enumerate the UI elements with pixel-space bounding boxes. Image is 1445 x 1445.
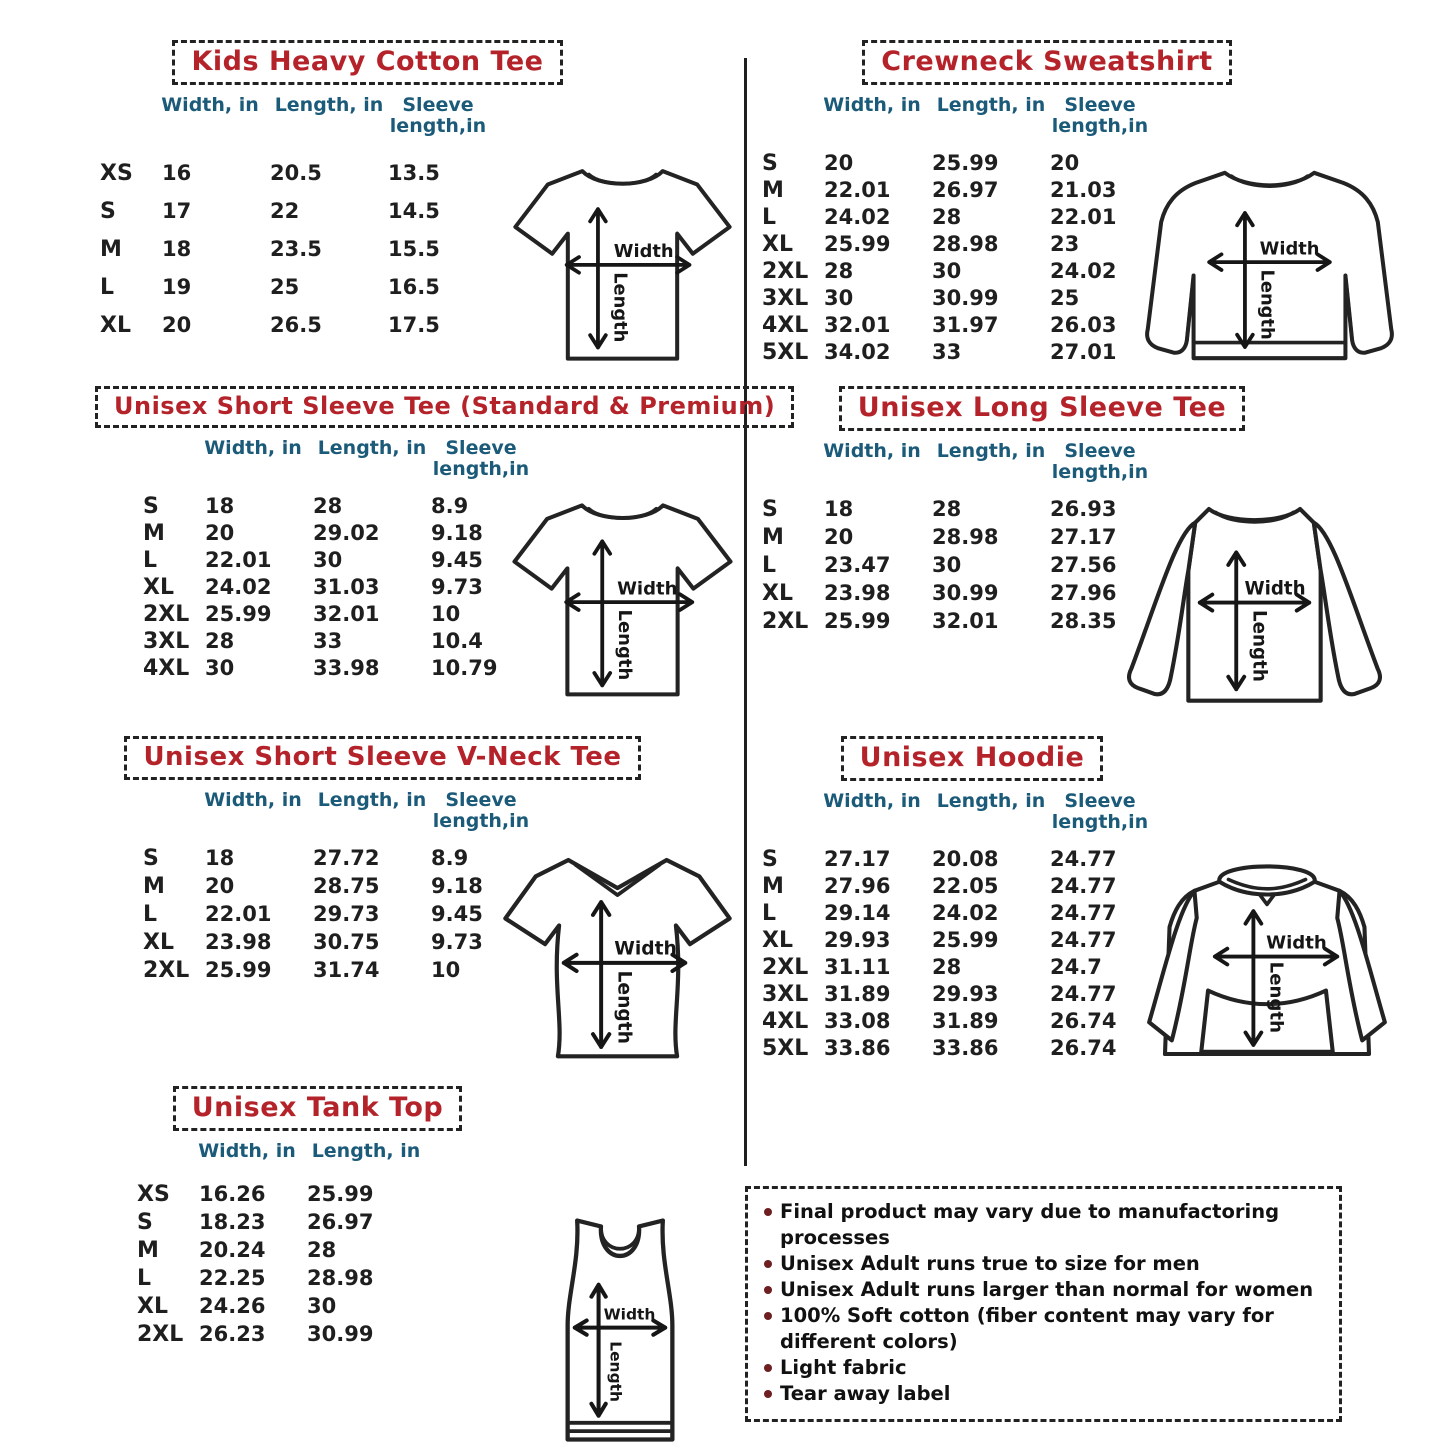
measurement-value: 22.01 <box>205 547 272 572</box>
measurement-value: 28 <box>313 493 343 518</box>
width-arrow-label: Width <box>613 241 674 263</box>
column-header: Length, in <box>936 94 1046 116</box>
measurement-value: 33.08 <box>824 1008 891 1033</box>
table-row <box>137 1182 740 1210</box>
column-header: Sleeve length,in <box>432 789 530 832</box>
section-kids-heavy-cotton-tee <box>100 40 740 351</box>
measurement-value: 16.26 <box>199 1181 266 1206</box>
measurement-value: 9.18 <box>431 873 483 898</box>
size-label: XL <box>137 1293 168 1319</box>
tank-top-illustration <box>535 1211 705 1445</box>
column-header: Width, in <box>161 94 259 116</box>
measurement-value: 9.73 <box>431 574 483 599</box>
measurement-value: 28 <box>307 1237 337 1262</box>
size-label: 3XL <box>762 285 809 311</box>
measurement-value: 26.23 <box>199 1321 266 1346</box>
note-text: Unisex Adult runs larger than normal for women <box>780 1278 1314 1301</box>
size-label: 2XL <box>762 258 809 284</box>
measurement-value: 24.02 <box>932 900 999 925</box>
note-item <box>762 1303 1325 1355</box>
measurement-value: 26.97 <box>932 177 999 202</box>
measurement-value: 17.5 <box>388 312 440 337</box>
length-arrow-label: Length <box>606 1341 625 1403</box>
column-header: Width, in <box>198 1140 296 1162</box>
size-label: 3XL <box>143 628 190 654</box>
measurement-value: 8.9 <box>431 845 469 870</box>
measurement-value: 26.5 <box>270 312 322 337</box>
size-label: L <box>762 900 777 926</box>
column-header: Sleeve length,in <box>1051 440 1149 483</box>
length-arrow-label: Length <box>1265 961 1287 1033</box>
note-item <box>762 1381 1325 1407</box>
measurement-value: 28 <box>932 496 962 521</box>
size-label: 3XL <box>762 981 809 1007</box>
size-label: S <box>137 1209 153 1235</box>
measurement-value: 20.5 <box>270 160 322 185</box>
measurement-value: 25 <box>1050 285 1080 310</box>
vneck-tee-illustration <box>500 846 735 1068</box>
bullet-icon <box>764 1286 772 1294</box>
bullet-icon <box>764 1364 772 1372</box>
measurement-value: 28.98 <box>932 524 999 549</box>
measurement-value: 26.93 <box>1050 496 1117 521</box>
measurement-value: 24.77 <box>1050 873 1117 898</box>
column-header: Width, in <box>204 437 302 459</box>
crewneck-sweatshirt-illustration <box>1102 158 1437 373</box>
measurement-value: 9.73 <box>431 929 483 954</box>
section-unisex-hoodie <box>762 736 1442 1063</box>
measurement-value: 33.86 <box>824 1035 891 1060</box>
size-label: S <box>762 496 778 522</box>
column-header: Sleeve length,in <box>389 94 487 137</box>
measurement-value: 28 <box>824 258 854 283</box>
size-label: L <box>100 274 115 300</box>
length-arrow-label: Length <box>1248 610 1270 682</box>
measurement-value: 30 <box>932 258 962 283</box>
measurement-value: 25.99 <box>932 150 999 175</box>
measurement-value: 10.79 <box>431 655 498 680</box>
size-label: M <box>143 520 165 546</box>
bullet-icon <box>764 1208 772 1216</box>
chart-title: Crewneck Sweatshirt <box>862 40 1231 85</box>
column-header: Sleeve length,in <box>432 437 530 480</box>
measurement-value: 25.99 <box>824 608 891 633</box>
measurement-value: 18 <box>205 845 235 870</box>
width-arrow-label: Width <box>603 1305 656 1324</box>
measurement-value: 32.01 <box>932 608 999 633</box>
bullet-icon <box>764 1390 772 1398</box>
measurement-value: 30.75 <box>313 929 380 954</box>
measurement-value: 18 <box>824 496 854 521</box>
measurement-value: 14.5 <box>388 198 440 223</box>
measurement-value: 17 <box>162 198 192 223</box>
size-label: 4XL <box>762 1008 809 1034</box>
section-crewneck-sweatshirt <box>762 40 1442 367</box>
size-label: 2XL <box>143 957 190 983</box>
length-arrow-label: Length <box>609 272 631 343</box>
measurement-value: 27.72 <box>313 845 380 870</box>
measurement-value: 23.47 <box>824 552 891 577</box>
measurement-value: 27.96 <box>824 873 891 898</box>
measurement-value: 27.56 <box>1050 552 1117 577</box>
measurement-value: 31.03 <box>313 574 380 599</box>
measurement-value: 30.99 <box>932 580 999 605</box>
column-header: Sleeve length,in <box>1051 790 1149 833</box>
measurement-value: 20 <box>205 873 235 898</box>
size-label: 2XL <box>143 601 190 627</box>
measurement-value: 8.9 <box>431 493 469 518</box>
long-sleeve-tee-illustration <box>1072 496 1437 716</box>
chart-title: Unisex Hoodie <box>841 736 1104 781</box>
measurement-value: 24.02 <box>1050 258 1117 283</box>
size-label: XS <box>100 160 133 186</box>
measurement-value: 31.11 <box>824 954 891 979</box>
measurement-value: 27.17 <box>824 846 891 871</box>
size-label: S <box>143 493 159 519</box>
size-label: XL <box>762 927 793 953</box>
measurement-value: 28 <box>932 204 962 229</box>
size-label: L <box>137 1265 152 1291</box>
measurement-value: 15.5 <box>388 236 440 261</box>
measurement-value: 24.26 <box>199 1293 266 1318</box>
bullet-icon <box>764 1312 772 1320</box>
measurement-value: 22.01 <box>205 901 272 926</box>
measurement-value: 32.01 <box>313 601 380 626</box>
measurement-value: 31.97 <box>932 312 999 337</box>
measurement-value: 33.98 <box>313 655 380 680</box>
size-label: XS <box>137 1181 170 1207</box>
size-label: 4XL <box>762 312 809 338</box>
column-header: Width, in <box>204 789 302 811</box>
measurement-value: 26.74 <box>1050 1008 1117 1033</box>
measurement-value: 20 <box>824 150 854 175</box>
note-text: Light fabric <box>780 1356 907 1379</box>
measurement-value: 30 <box>205 655 235 680</box>
product-notes-box <box>745 1186 1342 1422</box>
tshirt-illustration <box>510 491 735 711</box>
measurement-value: 25 <box>270 274 300 299</box>
measurement-value: 10 <box>431 957 461 982</box>
measurement-value: 28.75 <box>313 873 380 898</box>
measurement-value: 20 <box>162 312 192 337</box>
measurement-value: 27.96 <box>1050 580 1117 605</box>
measurement-value: 33 <box>313 628 343 653</box>
measurement-value: 24.77 <box>1050 900 1117 925</box>
note-item <box>762 1355 1325 1381</box>
size-label: 4XL <box>143 655 190 681</box>
section-unisex-tank-top <box>95 1086 740 1403</box>
hoodie-illustration <box>1097 848 1437 1073</box>
measurement-value: 31.89 <box>824 981 891 1006</box>
size-label: L <box>143 901 158 927</box>
measurement-value: 20.24 <box>199 1237 266 1262</box>
size-label: 5XL <box>762 339 809 365</box>
measurement-value: 16 <box>162 160 192 185</box>
measurement-value: 21.03 <box>1050 177 1117 202</box>
column-header: Length, in <box>317 437 427 459</box>
measurement-value: 24.77 <box>1050 846 1117 871</box>
measurement-value: 33 <box>932 339 962 364</box>
measurement-value: 23.98 <box>824 580 891 605</box>
measurement-value: 31.89 <box>932 1008 999 1033</box>
column-header: Length, in <box>274 94 384 116</box>
size-label: M <box>100 236 122 262</box>
size-label: 5XL <box>762 1035 809 1061</box>
measurement-value: 22 <box>270 198 300 223</box>
measurement-value: 29.93 <box>932 981 999 1006</box>
measurement-value: 16.5 <box>388 274 440 299</box>
column-header: Sleeve length,in <box>1051 94 1149 137</box>
note-text: Final product may vary due to manufactoring processes <box>780 1200 1280 1249</box>
section-unisex-long-sleeve-tee <box>762 386 1442 682</box>
column-header: Width, in <box>823 94 921 116</box>
measurement-value: 25.99 <box>205 957 272 982</box>
measurement-value: 24.02 <box>205 574 272 599</box>
size-label: 2XL <box>137 1321 184 1347</box>
size-label: M <box>762 524 784 550</box>
measurement-value: 28.35 <box>1050 608 1117 633</box>
measurement-value: 29.02 <box>313 520 380 545</box>
measurement-value: 22.05 <box>932 873 999 898</box>
size-label: L <box>762 552 777 578</box>
measurement-value: 28 <box>205 628 235 653</box>
measurement-value: 30 <box>307 1293 337 1318</box>
measurement-value: 24.77 <box>1050 927 1117 952</box>
measurement-value: 9.45 <box>431 901 483 926</box>
note-item <box>762 1199 1325 1251</box>
section-unisex-short-sleeve-tee <box>95 386 776 683</box>
column-header: Width, in <box>823 440 921 462</box>
measurement-value: 28 <box>932 954 962 979</box>
size-label: XL <box>143 929 174 955</box>
column-header: Length, in <box>311 1140 421 1162</box>
column-header: Length, in <box>936 440 1046 462</box>
length-arrow-label: Length <box>1256 269 1278 340</box>
tshirt-illustration <box>505 160 740 372</box>
measurement-value: 29.93 <box>824 927 891 952</box>
measurement-value: 18 <box>205 493 235 518</box>
measurement-value: 24.7 <box>1050 954 1102 979</box>
measurement-value: 23.5 <box>270 236 322 261</box>
chart-title: Unisex Tank Top <box>173 1086 463 1131</box>
measurement-value: 34.02 <box>824 339 891 364</box>
measurement-value: 10 <box>431 601 461 626</box>
measurement-value: 33.86 <box>932 1035 999 1060</box>
measurement-value: 30 <box>932 552 962 577</box>
width-arrow-label: Width <box>617 578 678 600</box>
measurement-value: 25.99 <box>205 601 272 626</box>
size-label: M <box>143 873 165 899</box>
measurement-value: 27.01 <box>1050 339 1117 364</box>
column-divider <box>744 58 747 1166</box>
measurement-value: 25.99 <box>307 1181 374 1206</box>
note-text: Tear away label <box>780 1382 951 1405</box>
measurement-value: 20 <box>205 520 235 545</box>
measurement-value: 26.74 <box>1050 1035 1117 1060</box>
size-label: XL <box>762 580 793 606</box>
measurement-value: 23.98 <box>205 929 272 954</box>
measurement-value: 25.99 <box>932 927 999 952</box>
bullet-icon <box>764 1260 772 1268</box>
measurement-value: 9.45 <box>431 547 483 572</box>
size-label: 2XL <box>762 954 809 980</box>
column-header: Length, in <box>936 790 1046 812</box>
measurement-value: 30.99 <box>932 285 999 310</box>
measurement-value: 10.4 <box>431 628 483 653</box>
note-item <box>762 1277 1325 1303</box>
size-label: S <box>143 845 159 871</box>
note-item <box>762 1251 1325 1277</box>
size-label: S <box>100 198 116 224</box>
measurement-value: 25.99 <box>824 231 891 256</box>
measurement-value: 9.18 <box>431 520 483 545</box>
measurement-value: 29.73 <box>313 901 380 926</box>
measurement-value: 26.03 <box>1050 312 1117 337</box>
size-label: L <box>143 547 158 573</box>
width-arrow-label: Width <box>1259 238 1320 260</box>
chart-title: Unisex Short Sleeve V-Neck Tee <box>124 736 640 780</box>
measurement-value: 30.99 <box>307 1321 374 1346</box>
section-unisex-vneck-tee <box>95 736 740 1044</box>
size-label: S <box>762 846 778 872</box>
width-arrow-label: Width <box>614 938 677 960</box>
measurement-value: 23 <box>1050 231 1080 256</box>
chart-title: Kids Heavy Cotton Tee <box>172 40 562 85</box>
size-label: M <box>762 873 784 899</box>
measurement-value: 28.98 <box>307 1265 374 1290</box>
size-label: 2XL <box>762 608 809 634</box>
measurement-value: 26.97 <box>307 1209 374 1234</box>
measurement-value: 24.77 <box>1050 981 1117 1006</box>
size-label: XL <box>762 231 793 257</box>
measurement-value: 24.02 <box>824 204 891 229</box>
note-text: Unisex Adult runs true to size for men <box>780 1252 1200 1275</box>
chart-title: Unisex Long Sleeve Tee <box>839 386 1245 431</box>
size-label: M <box>137 1237 159 1263</box>
measurement-value: 20.08 <box>932 846 999 871</box>
measurement-value: 13.5 <box>388 160 440 185</box>
size-label: XL <box>100 312 131 338</box>
measurement-value: 22.01 <box>1050 204 1117 229</box>
measurement-value: 27.17 <box>1050 524 1117 549</box>
measurement-value: 30 <box>313 547 343 572</box>
width-arrow-label: Width <box>1244 578 1306 600</box>
note-text: 100% Soft cotton (fiber content may vary for different colors) <box>780 1304 1274 1353</box>
measurement-value: 30 <box>824 285 854 310</box>
measurement-value: 20 <box>824 524 854 549</box>
measurement-value: 31.74 <box>313 957 380 982</box>
width-arrow-label: Width <box>1266 932 1327 954</box>
length-arrow-label: Length <box>614 609 636 681</box>
measurement-value: 22.25 <box>199 1265 266 1290</box>
column-header: Width, in <box>823 790 921 812</box>
measurement-value: 28.98 <box>932 231 999 256</box>
measurement-value: 32.01 <box>824 312 891 337</box>
measurement-value: 22.01 <box>824 177 891 202</box>
size-label: XL <box>143 574 174 600</box>
size-label: S <box>762 150 778 176</box>
size-label: M <box>762 177 784 203</box>
measurement-value: 18 <box>162 236 192 261</box>
length-arrow-label: Length <box>613 970 635 1044</box>
size-label: L <box>762 204 777 230</box>
measurement-value: 19 <box>162 274 192 299</box>
measurement-value: 20 <box>1050 150 1080 175</box>
chart-title: Unisex Short Sleeve Tee (Standard & Premium) <box>95 386 794 428</box>
measurement-value: 18.23 <box>199 1209 266 1234</box>
measurement-value: 29.14 <box>824 900 891 925</box>
column-header: Length, in <box>317 789 427 811</box>
